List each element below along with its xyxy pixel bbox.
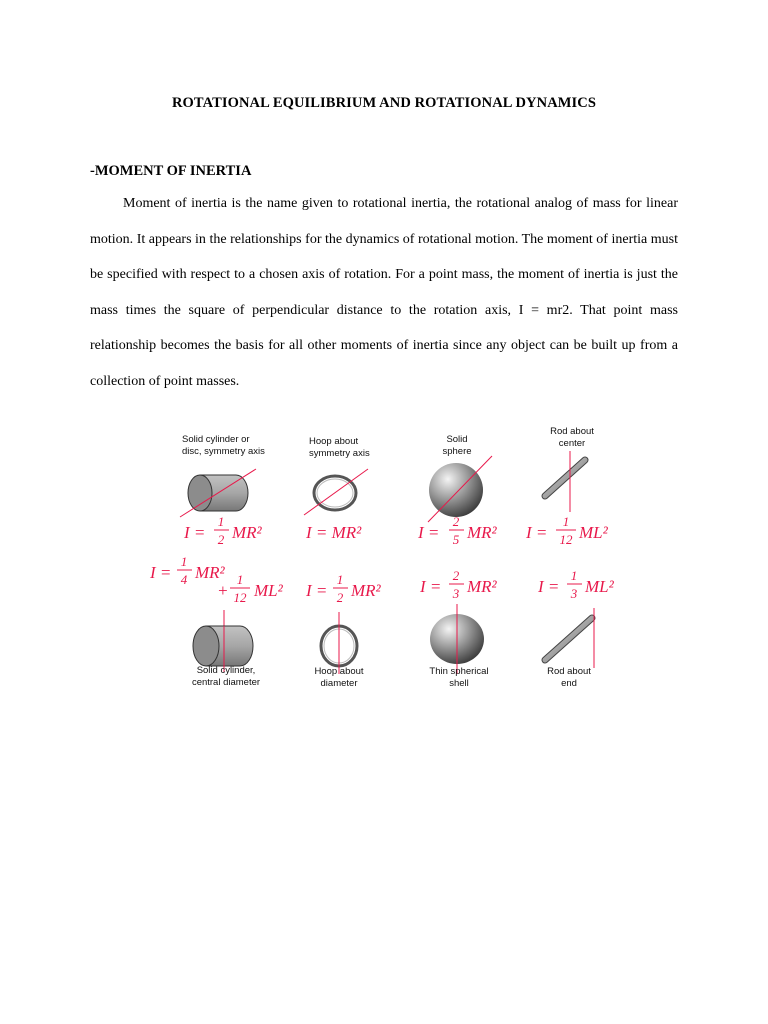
svg-text:I =: I = <box>150 563 172 582</box>
solid-cylinder-symmetry-axis <box>180 469 256 517</box>
svg-text:MR²: MR² <box>351 581 381 600</box>
svg-text:1: 1 <box>180 554 188 569</box>
svg-text:ML²: ML² <box>585 577 614 596</box>
equation-rod-end <box>537 568 615 601</box>
svg-text:4: 4 <box>180 572 188 587</box>
shape-label: Thin spherical shell <box>429 666 489 689</box>
thin-spherical-shell <box>430 604 484 674</box>
shape-label: Solid cylinder, central diameter <box>191 665 261 688</box>
shape-label: Rod about center <box>550 426 594 449</box>
svg-text:I =: I = <box>538 577 560 596</box>
rod-about-center <box>545 451 585 512</box>
section-heading: -MOMENT OF INERTIA <box>90 163 252 179</box>
shape-label: Solid cylinder or disc, symmetry axis <box>182 434 265 457</box>
moment-of-inertia-figure <box>140 418 630 698</box>
svg-text:MR²: MR² <box>467 523 497 542</box>
equation-hoop-symmetry <box>305 523 362 542</box>
equation-solid-sphere <box>417 514 498 547</box>
svg-text:12: 12 <box>233 590 247 605</box>
svg-text:I =: I = <box>418 523 440 542</box>
shape-label: Solid sphere <box>442 434 472 457</box>
shape-label: Hoop about symmetry axis <box>309 436 370 459</box>
svg-text:+: + <box>217 581 229 600</box>
svg-text:I =: I = <box>526 523 548 542</box>
svg-text:1: 1 <box>217 514 225 529</box>
shape-label: Hoop about diameter <box>314 666 364 689</box>
svg-text:MR²: MR² <box>195 563 225 582</box>
shape-label: Rod about end <box>547 666 591 689</box>
svg-text:ML²: ML² <box>254 581 283 600</box>
solid-cylinder-central-diameter <box>193 610 253 672</box>
svg-text:I =: I = <box>420 577 442 596</box>
svg-text:1: 1 <box>570 568 578 583</box>
svg-text:ML²: ML² <box>579 523 608 542</box>
rod-about-end <box>545 608 594 668</box>
svg-text:I =: I = <box>306 581 328 600</box>
svg-text:1: 1 <box>236 572 244 587</box>
svg-text:MR²: MR² <box>232 523 262 542</box>
page-title: ROTATIONAL EQUILIBRIUM AND ROTATIONAL DYNAMICS <box>171 95 597 111</box>
equation-rod-center <box>525 514 609 547</box>
svg-text:I =: I = <box>184 523 206 542</box>
svg-text:2: 2 <box>336 590 344 605</box>
svg-text:1: 1 <box>336 572 344 587</box>
svg-text:I = MR²: I = MR² <box>306 523 362 542</box>
svg-text:12: 12 <box>559 532 573 547</box>
svg-text:MR²: MR² <box>467 577 497 596</box>
svg-text:2: 2 <box>452 514 460 529</box>
equation-spherical-shell <box>419 568 498 601</box>
equation-hoop-diameter <box>305 572 382 605</box>
body-paragraph: Moment of inertia is the name given to rotational inertia, the rotational analog of mass for linear motion. It appears in the relationships for the dynamics of rotational motion. The moment of inertia must be specified with respect to a chosen axis of rotation. For a point mass, the moment of inertia is just the mass times the square of perpendicular distance to the rotation axis, I = mr2. That point mass relationship becomes the basis for all other moments of inertia since any object can be built up from a collection of point masses. <box>90 196 678 389</box>
equation-solid-cylinder <box>183 514 263 547</box>
svg-text:2: 2 <box>452 568 460 583</box>
hoop-symmetry-axis <box>304 469 368 515</box>
equation-solid-cylinder-diameter <box>149 554 284 605</box>
hoop-about-diameter <box>321 612 357 674</box>
svg-text:3: 3 <box>570 586 578 601</box>
svg-text:1: 1 <box>562 514 570 529</box>
svg-text:5: 5 <box>452 532 460 547</box>
svg-text:2: 2 <box>217 532 225 547</box>
svg-text:3: 3 <box>452 586 460 601</box>
solid-sphere <box>428 456 492 522</box>
